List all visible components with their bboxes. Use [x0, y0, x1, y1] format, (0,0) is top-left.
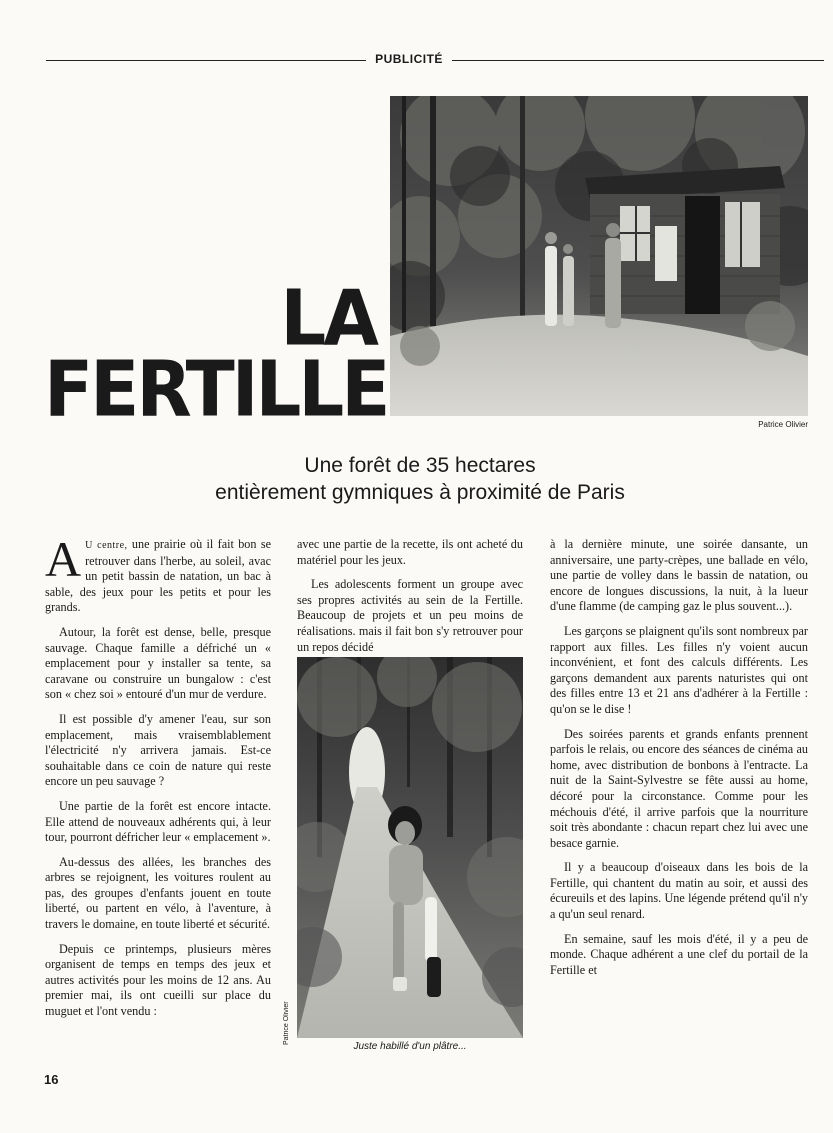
paragraph: avec une partie de la recette, ils ont acheté du matériel pour les jeux. — [297, 537, 523, 567]
paragraph: Il y a beaucoup d'oiseaux dans les bois de la Fertille, qui chantent du matin au soir, et aussi des écureuils et des lapins. Une légende prétend qu'il n'y a qu'un seul renard. — [550, 860, 808, 922]
paragraph: En semaine, sauf les mois d'été, il y a peu de monde. Chaque adhérent a une clef du portail de la Fertille et — [550, 931, 808, 977]
title-line-2: FERTILLE — [44, 344, 388, 434]
lead-in: U centre, — [85, 540, 128, 551]
paragraph: Depuis ce printemps, plusieurs mères organisent de temps en temps des jeux et autres activités pour les moins de 12 ans. Au premier mai, ils ont cueilli sur place du muguet et l'ont vendu : — [45, 941, 271, 1019]
photo-credit-top: Patrice Olivier — [758, 420, 808, 429]
title-line-1: LA — [280, 273, 376, 363]
article-title — [44, 273, 388, 434]
photo-child-on-path — [297, 657, 523, 1038]
paragraph: à la dernière minute, une soirée dansante, un anniversaire, une party-crèpes, une ballade en vélo, une partie de volley dans le bassin de natation, ou encore de longues discussions, la nuit, à la lueur d'une flamme (de camping gaz le plus souvent...). — [550, 537, 808, 614]
article-column-2 — [297, 537, 523, 664]
paragraph: Il est possible d'y amener l'eau, sur son emplacement, mais vraisemblablement l'électricité n'y arrivera jamais. Est-ce souhaitable dans ce coin de nature qui reste encore un peu sauvage ? — [45, 711, 271, 789]
photo-caption: Juste habillé d'un plâtre... — [353, 1041, 467, 1052]
paragraph: Les adolescents forment un groupe avec ses propres activités au sein de la Fertille. Beaucoup de projets et un peu moins de réalisations. mais il fait bon s'y retrouver pour un repos décidé — [297, 577, 523, 654]
paragraph: Les garçons se plaignent qu'ils sont nombreux par rapport aux filles. Les filles n'y voient aucun inconvénient, et font des calculs différents. Les garçons demandent aux parents naturistes qui ont des filles entre 13 et 21 ans d'adhérer à la Fertille : qu'on se le dise ! — [550, 623, 808, 716]
paragraph: Des soirées parents et grands enfants prennent parfois le relais, ou encore des séances de cinéma au home, avec distribution de bonbons à l'entracte. La nuit de la Saint-Sylvestre se fête aussi au home, décoré pour la circonstance. Comme pour les méchouis d'été, il arrive parfois que la nourriture soit très abondante : chacun repart chez lui avec une besace garnie. — [550, 726, 808, 850]
drop-cap: A — [45, 531, 82, 587]
paragraph: Autour, la forêt est dense, belle, presque sauvage. Chaque famille a défriché un « emplacement pour y installer sa tente, sa caravane ou construire un bungalow : c'est son « chez soi » entouré d'un mur de verdure. — [45, 624, 271, 702]
header-rule-right — [452, 60, 824, 61]
paragraph — [45, 531, 271, 616]
subtitle-line-1: Une forêt de 35 hectares — [304, 454, 536, 477]
article-subtitle — [120, 452, 720, 506]
paragraph: Une partie de la forêt est encore intacte. Elle attend de nouveaux adhérents qui, à leur tour, pourront défricher leur « emplacement ». — [45, 798, 271, 845]
article-column-3 — [550, 537, 808, 987]
header-rule-left — [46, 60, 366, 61]
paragraph-text: une prairie où il fait bon se retrouver dans l'herbe, au soleil, avac un petit bassin de natation, un bac à sable, des jeux pour les petits et pour les grands. — [45, 537, 271, 615]
photo-credit-middle: Patrice Olivier — [283, 1001, 290, 1045]
article-column-1 — [45, 531, 271, 1029]
photo-forest-cabin — [390, 96, 808, 416]
section-label: PUBLICITÉ — [375, 52, 443, 66]
paragraph: Au-dessus des allées, les branches des arbres se rejoignent, les voitures roulent au pas, des groupes d'enfants jouent en toute liberté, ou partent en vélo, à l'aventure, à travers le domaine, en toute liberté et sécurité. — [45, 854, 271, 932]
page-number: 16 — [44, 1072, 59, 1087]
subtitle-line-2: entièrement gymniques à proximité de Paris — [215, 481, 625, 504]
